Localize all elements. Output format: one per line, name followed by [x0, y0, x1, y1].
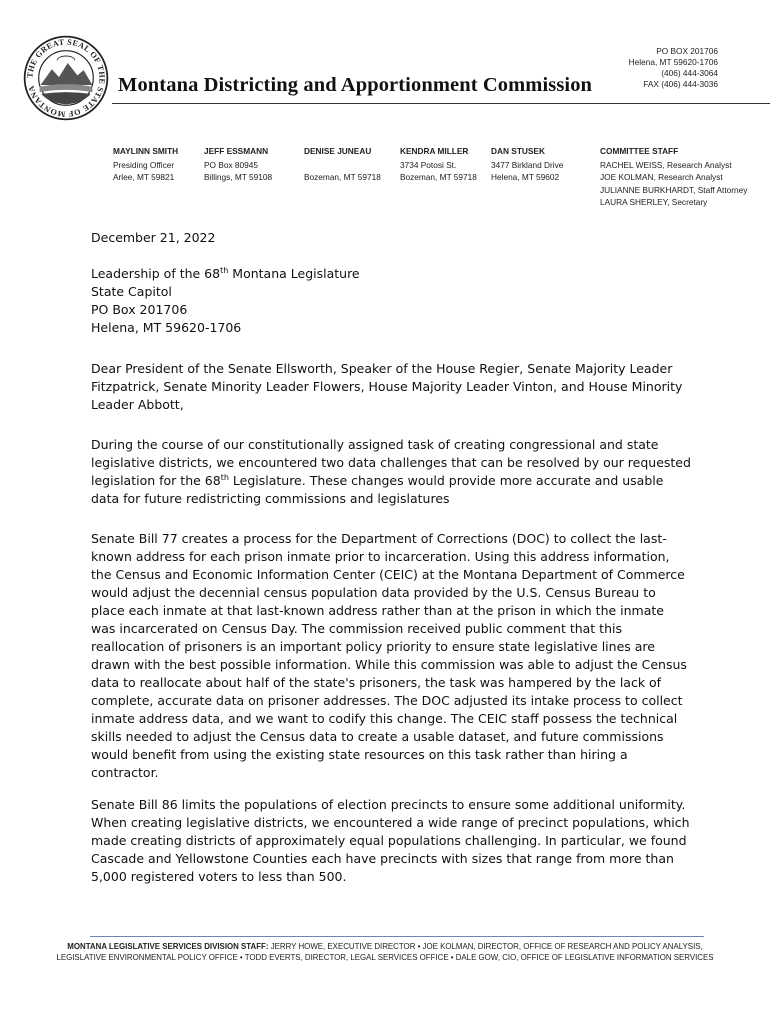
letter-date	[91, 229, 691, 247]
member-line: 3734 Potosi St.	[400, 159, 457, 170]
paragraph-intro	[91, 436, 691, 508]
page-title: Montana Districting and Apportionment Commission	[118, 74, 593, 96]
member-line: Bozeman, MT 59718	[400, 172, 477, 182]
committee-staff	[600, 145, 747, 209]
paragraph-text	[91, 436, 691, 508]
member-name: JEFF ESSMANN	[204, 146, 269, 156]
footer-label: MONTANA LEGISLATIVE SERVICES DIVISION STAFF:	[67, 942, 269, 951]
member-name: DENISE JUNEAU	[304, 146, 372, 156]
montana-state-seal	[22, 34, 110, 122]
member-name: MAYLINN SMITH	[113, 146, 179, 156]
member-line: Bozeman, MT 59718	[304, 172, 381, 182]
header-rule	[112, 103, 770, 104]
member-name: DAN STUSEK	[491, 146, 545, 156]
member-dan-stusek	[491, 145, 563, 184]
paragraph-text: Senate Bill 77 creates a process for the Department of Corrections (DOC) to collect the last-known address for each prison inmate prior to incarceration. Using this address information, the Census and Economic Information Center (CEIC) at the Montana Department of Commerce would adjust the decennial census population data provided by the U.S. Census Bureau to place each inmate at that last-known address rather than at the prison in which the inmate was incarcerated on Census Day. The commission received public comment that this reallocation of prisoners is an important policy priority to ensure state legislative lines are drawn with the best possible information. While this commission was able to adjust the Census data to reallocate about half of the state's prisoners, the task was hampered by the lack of complete, accurate data on prisoner addresses. The DOC adjusted its intake process to collect inmate address data, and we want to codify this change. The CEIC staff possess the technical skills needed to adjust the Census data to create a usable dataset, and future commissions would benefit from using the existing state resources on this task rather than hiring a contractor.	[91, 531, 687, 780]
staff-line: RACHEL WEISS, Research Analyst	[600, 159, 732, 170]
member-line: PO Box 80945	[204, 159, 258, 170]
address-line: PO BOX 201706	[656, 46, 718, 56]
footer	[50, 942, 720, 963]
paragraph-text-part: Legislature. These changes would provide more accurate and usable data for future redistricting commissions and legislatures	[91, 473, 664, 506]
recipient-line: PO Box 201706	[91, 302, 188, 317]
address-line: Helena, MT 59620-1706	[628, 57, 718, 67]
staff-heading: COMMITTEE STAFF	[600, 146, 679, 156]
address-line: FAX (406) 444-3036	[643, 79, 718, 89]
date-text: December 21, 2022	[91, 230, 216, 245]
seal-text: THE GREAT SEAL OF THE STATE OF MONTANA	[25, 37, 107, 119]
member-jeff-essmann	[204, 145, 272, 184]
member-line: Helena, MT 59602	[491, 172, 560, 182]
staff-line: JULIANNE BURKHARDT, Staff Attorney	[600, 184, 748, 195]
member-line: Billings, MT 59108	[204, 172, 273, 182]
paragraph-text: Senate Bill 86 limits the populations of election precincts to ensure some additional uniformity. When creating legislative districts, we encountered a wide range of precinct populations, which made creating districts of approximately equal populations challenging. In particular, we found Cascade and Yellowstone Counties each have precincts with sizes that range from more than 5,000 registered voters to less than 500.	[91, 797, 690, 884]
recipient-line: State Capitol	[91, 284, 172, 299]
member-name: KENDRA MILLER	[400, 146, 469, 156]
footer-rule	[90, 936, 704, 937]
staff-line: JOE KOLMAN, Research Analyst	[600, 172, 723, 182]
seal-landscape	[40, 56, 93, 104]
member-line: 3477 Birkland Drive	[491, 159, 564, 170]
recipient-line: Helena, MT 59620-1706	[91, 320, 242, 335]
member-kendra-miller	[400, 145, 477, 184]
paragraph-text-part: During the course of our constitutionally assigned task of creating congressional and state legislative districts, we encountered two data challenges that can be resolved by our requested legislation for the 68	[91, 437, 691, 488]
recipient-block	[91, 265, 691, 337]
member-line: Arlee, MT 59821	[113, 172, 175, 182]
ordinal-suffix: th	[220, 265, 229, 275]
ordinal-suffix: th	[220, 472, 229, 482]
recipient-line-text: Montana Legislature	[228, 266, 360, 281]
member-line	[304, 159, 381, 172]
commission-address	[629, 46, 718, 90]
footer-text: JERRY HOWE, EXECUTIVE DIRECTOR • JOE KOLMAN, DIRECTOR, OFFICE OF RESEARCH AND POLICY ANALYSIS, LEGISLATIVE ENVIRONMENTAL POLICY OFFICE • TODD EVERTS, DIRECTOR, LEGAL SERVICES OFFICE • DALE GOW, CIO, OFFICE OF LEGISLATIVE INFORMATION SERVICES	[56, 942, 714, 962]
paragraph-sb77	[91, 530, 691, 782]
recipient-line	[91, 265, 691, 283]
member-maylinn-smith	[113, 145, 178, 184]
recipient-line-text: Leadership of the 68	[91, 266, 221, 281]
member-line: Presiding Officer	[113, 159, 175, 170]
salutation-text: Dear President of the Senate Ellsworth, Speaker of the House Regier, Senate Majority Leader Fitzpatrick, Senate Minority Leader Flowers, House Majority Leader Vinton, and House Minority Leader Abbott,	[91, 361, 683, 412]
member-denise-juneau	[304, 145, 381, 184]
staff-line: LAURA SHERLEY, Secretary	[600, 197, 708, 207]
paragraph-sb86	[91, 796, 691, 886]
address-line: (406) 444-3064	[661, 68, 718, 78]
salutation	[91, 360, 691, 414]
